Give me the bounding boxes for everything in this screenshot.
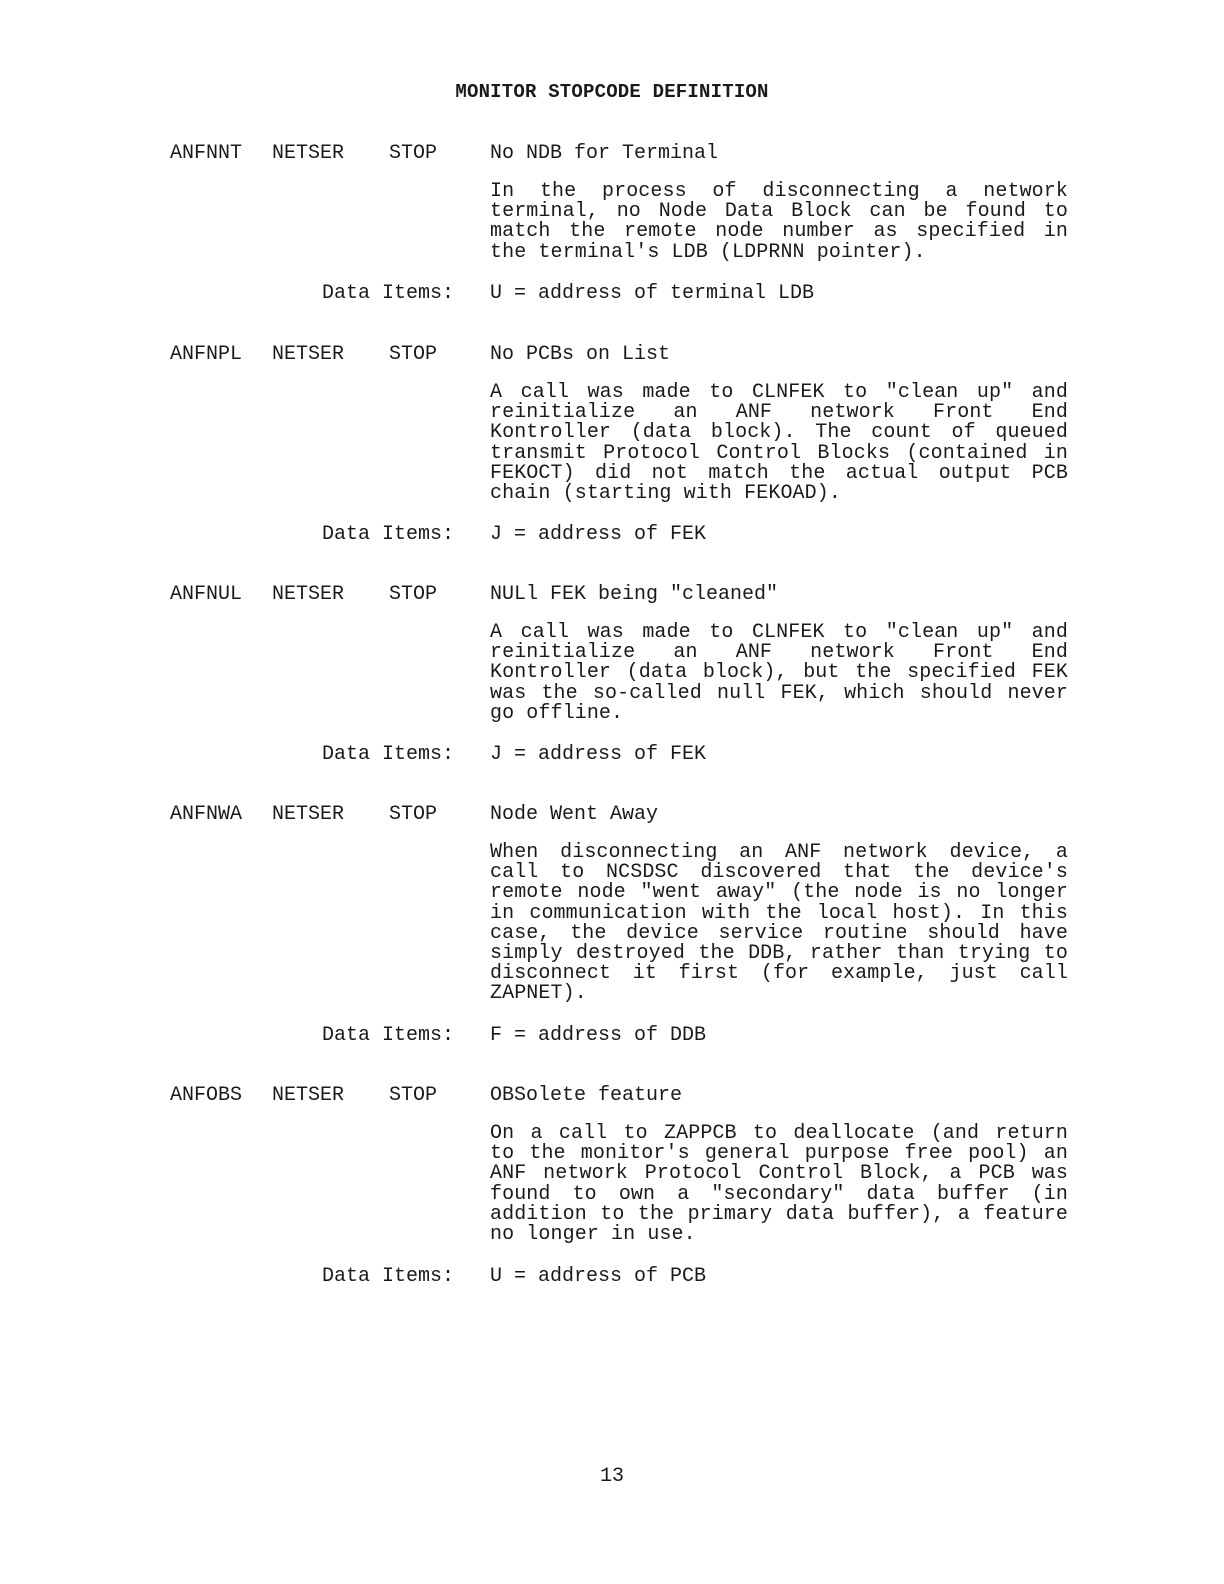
stopcode-module: NETSER [272, 1084, 345, 1107]
stopcode-description: When disconnecting an ANF network device, a call to NCSDSC discovered that the device's remote node "went away" (the node is no longer in communication with the local host). In this case, the device service routine should have simply destroyed the DDB, rather than trying to disconnect it first (for example, just call ZAPNET). [490, 841, 1068, 1006]
data-items-label: Data Items: [322, 1265, 455, 1288]
data-items-value: J = address of FEK [490, 743, 707, 766]
stopcode-module: NETSER [272, 803, 345, 826]
stopcode-name: ANFNNT [170, 142, 243, 165]
data-items-label: Data Items: [322, 523, 455, 546]
stopcode-name: ANFOBS [170, 1084, 243, 1107]
stopcode-type: STOP [389, 142, 438, 165]
stopcode-entry [0, 142, 1224, 312]
stopcode-name: ANFNWA [170, 803, 243, 826]
page-number: 13 [599, 1465, 624, 1488]
stopcode-summary: OBSolete feature [490, 1084, 683, 1107]
stopcode-type: STOP [389, 1084, 438, 1107]
data-items-value: F = address of DDB [490, 1024, 707, 1047]
stopcode-entry [0, 1084, 1224, 1294]
page-title: MONITOR STOPCODE DEFINITION [455, 81, 769, 103]
data-items-label: Data Items: [322, 743, 455, 766]
data-items-label: Data Items: [322, 282, 455, 305]
stopcode-summary: No PCBs on List [490, 343, 671, 366]
stopcode-description: In the process of disconnecting a network terminal, no Node Data Block can be found to match the remote node number as specified in the terminal's LDB (LDPRNN pointer). [490, 180, 1068, 264]
stopcode-module: NETSER [272, 343, 345, 366]
stopcode-summary: No NDB for Terminal [490, 142, 719, 165]
data-items-value: J = address of FEK [490, 523, 707, 546]
stopcode-description: A call was made to CLNFEK to "clean up" and reinitialize an ANF network Front End Kontroller (data block), but the specified FEK was the so-called null FEK, which should never go offline. [490, 621, 1068, 725]
stopcode-type: STOP [389, 583, 438, 606]
stopcode-type: STOP [389, 343, 438, 366]
stopcode-type: STOP [389, 803, 438, 826]
stopcode-entry [0, 583, 1224, 773]
stopcode-name: ANFNUL [170, 583, 243, 606]
data-items-value: U = address of terminal LDB [490, 282, 815, 305]
stopcode-description: On a call to ZAPPCB to deallocate (and return to the monitor's general purpose free pool) an ANF network Protocol Control Block, a PCB was found to own a "secondary" data buffer (in addition to the primary data buffer), a feature no longer in use. [490, 1122, 1068, 1247]
stopcode-name: ANFNPL [170, 343, 243, 366]
data-items-value: U = address of PCB [490, 1265, 707, 1288]
stopcode-summary: NULl FEK being "cleaned" [490, 583, 779, 606]
stopcode-summary: Node Went Away [490, 803, 659, 826]
stopcode-description: A call was made to CLNFEK to "clean up" and reinitialize an ANF network Front End Kontroller (data block). The count of queued transmit Protocol Control Blocks (contained in FEKOCT) did not match the actual output PCB chain (starting with FEKOAD). [490, 381, 1068, 506]
stopcode-entry [0, 803, 1224, 1053]
data-items-label: Data Items: [322, 1024, 455, 1047]
stopcode-entry [0, 343, 1224, 553]
stopcode-module: NETSER [272, 583, 345, 606]
stopcode-module: NETSER [272, 142, 345, 165]
